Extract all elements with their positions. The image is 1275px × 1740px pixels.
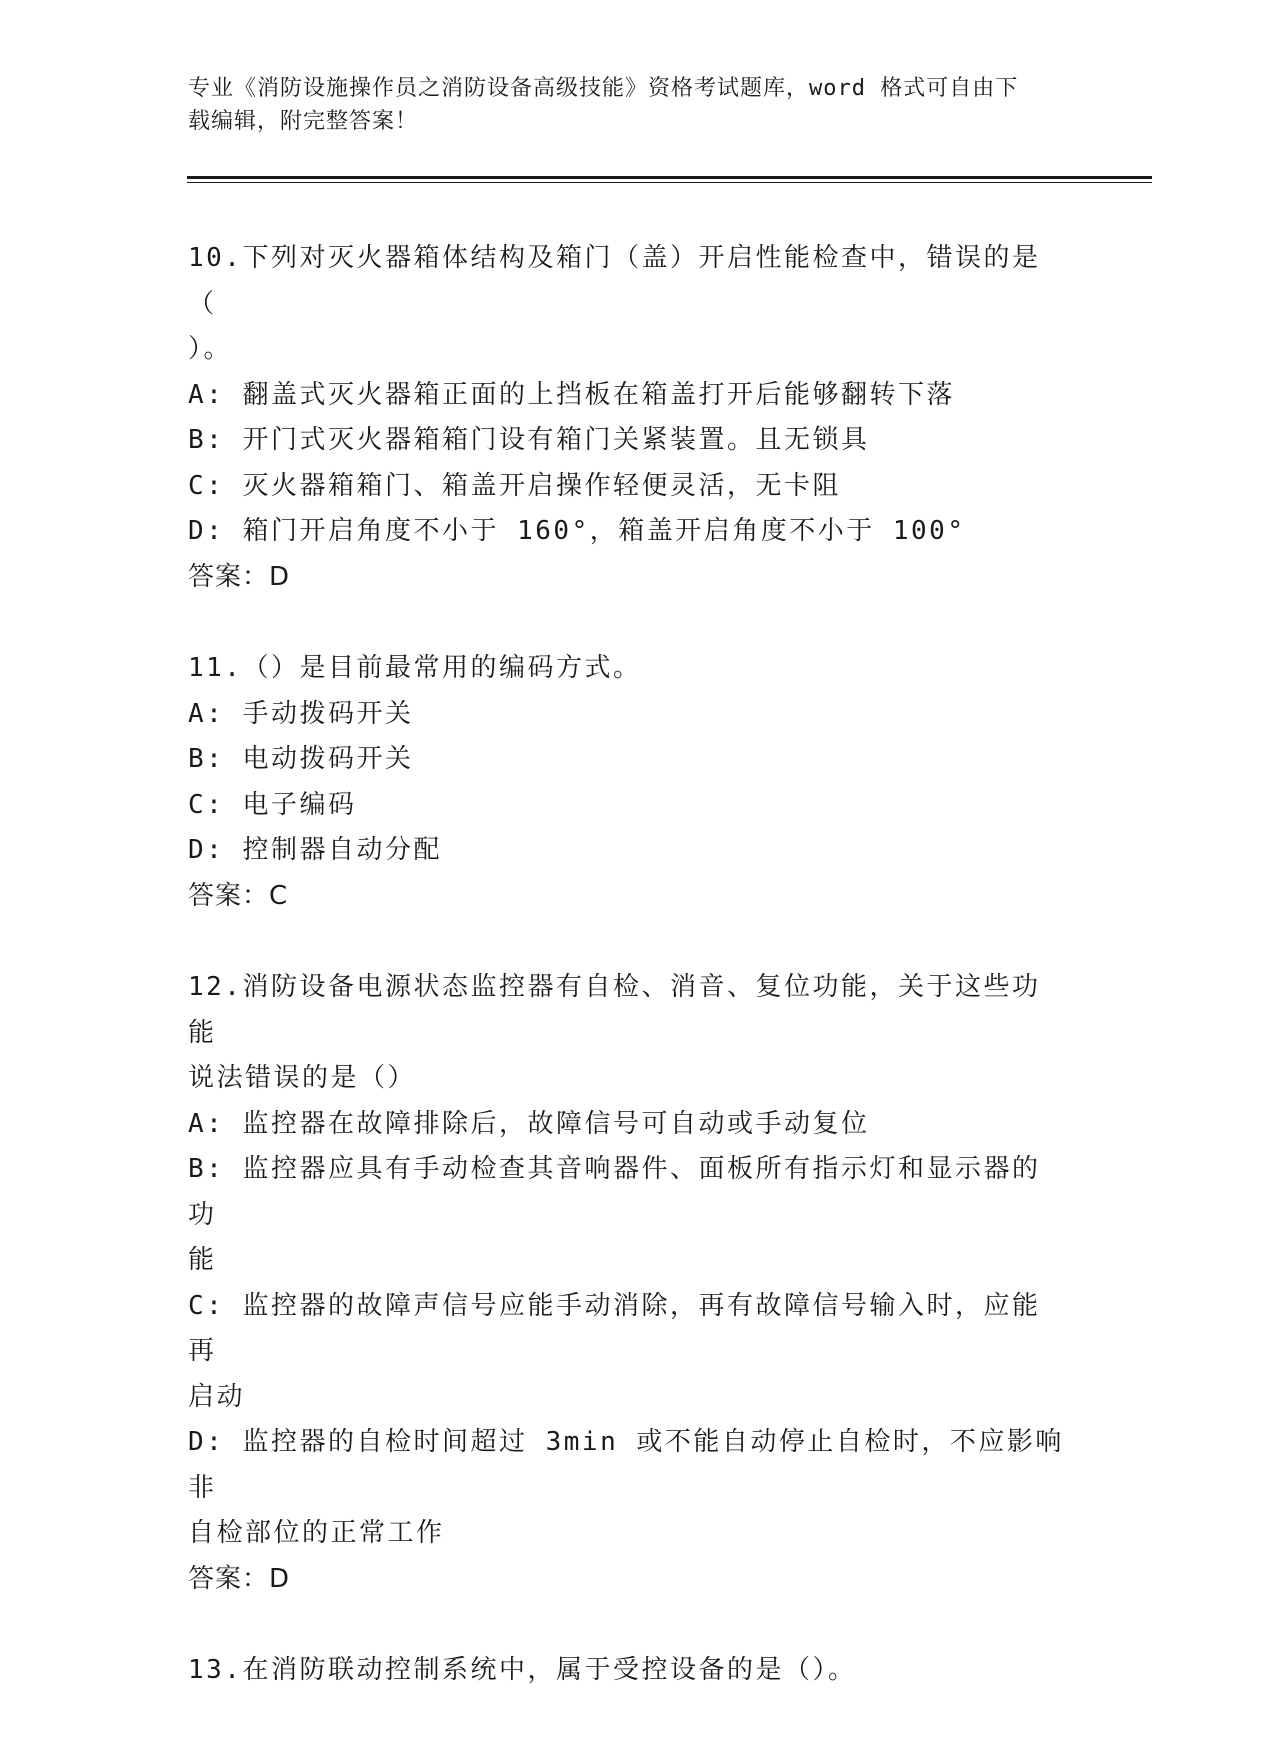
question-stem-line: 10.下列对灭火器箱体结构及箱门（盖）开启性能检查中，错误的是（: [188, 243, 1041, 319]
answer-label: 答案：D: [188, 561, 291, 592]
question-10: [188, 236, 1068, 600]
option-c-continued: 启动: [188, 1381, 246, 1412]
answer-label: 答案：C: [188, 880, 289, 911]
option-c: C: 灭火器箱箱门、箱盖开启操作轻便灵活，无卡阻: [188, 470, 841, 501]
option-b: B: 开门式灭火器箱箱门设有箱门关紧装置。且无锁具: [188, 425, 870, 455]
question-stem-line: ）。: [188, 334, 233, 364]
option-b-continued: 能: [188, 1245, 217, 1275]
question-stem-line: 说法错误的是（）: [188, 1063, 417, 1093]
header-divider-thin: [187, 182, 1152, 183]
document-header: [188, 72, 1088, 138]
question-13: [188, 1648, 1068, 1694]
question-12: [188, 965, 1068, 1602]
option-d: D: 箱门开启角度不小于 160°，箱盖开启角度不小于 100°: [188, 516, 966, 546]
option-a: A: 监控器在故障排除后，故障信号可自动或手动复位: [188, 1108, 870, 1139]
question-stem-line: 11.（）是目前最常用的编码方式。: [188, 653, 642, 683]
option-d: D: 监控器的自检时间超过 3min 或不能自动停止自检时，不应影响非: [188, 1427, 1064, 1503]
option-c: C: 电子编码: [188, 789, 357, 820]
header-line-2: 载编辑，附完整答案！: [188, 109, 419, 134]
question-stem-line: 13.在消防联动控制系统中，属于受控设备的是（）。: [188, 1655, 857, 1685]
option-d-continued: 自检部位的正常工作: [188, 1518, 445, 1548]
answer-label: 答案：D: [188, 1563, 291, 1594]
question-11: [188, 646, 1068, 919]
option-c: C: 监控器的故障声信号应能手动消除，再有故障信号输入时，应能再: [188, 1290, 1041, 1366]
option-b: B: 电动拨码开关: [188, 744, 414, 774]
question-stem-line: 12.消防设备电源状态监控器有自检、消音、复位功能，关于这些功能: [188, 972, 1041, 1048]
header-divider-thick: [187, 176, 1152, 179]
option-a: A: 手动拨码开关: [188, 698, 414, 729]
header-line-1: 专业《消防设施操作员之消防设备高级技能》资格考试题库，word 格式可自由下: [188, 76, 1019, 101]
question-list: [188, 236, 1068, 1740]
option-d: D: 控制器自动分配: [188, 835, 442, 865]
option-a: A: 翻盖式灭火器箱正面的上挡板在箱盖打开后能够翻转下落: [188, 379, 955, 410]
option-b: B: 监控器应具有手动检查其音响器件、面板所有指示灯和显示器的功: [188, 1154, 1041, 1230]
